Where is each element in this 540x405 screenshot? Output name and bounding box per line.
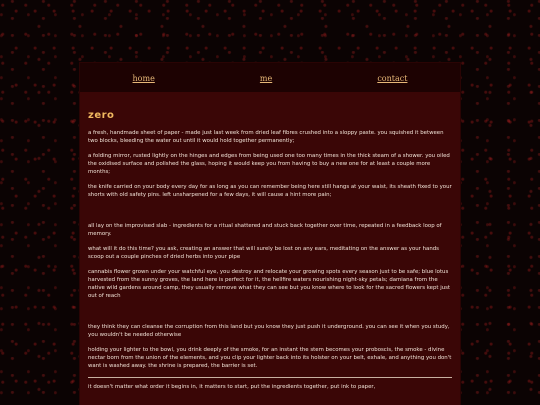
spacer	[88, 206, 452, 222]
spacer	[88, 307, 452, 323]
paragraph: holding your lighter to the bowl, you drink deeply of the smoke, for an instant the stem becomes your proboscis, the smoke - divine nectar born from the union of the elements, and you clip your lighter back into its holster on your belt, exhale, and anything you don't want is washed away. the shrine is prepared, the barrier is set.	[88, 347, 452, 369]
paragraph: a folding mirror, rusted lightly on the hinges and edges from being used one too many times in the thick steam of a shower. you oiled the oxidised surface and polished the glass, hoping it would keep you from having to buy a new one for at least a couple more months;	[88, 153, 450, 175]
paragraph: it doesn't matter what order it begins in, it matters to start, put the ingredients together, put ink to paper,	[88, 384, 376, 390]
paragraph: they think they can cleanse the corruption from this land but you know they just push it underground. you can see it when you study, you wouldn't be needed otherwise	[88, 324, 450, 338]
divider	[88, 377, 452, 378]
page-container	[80, 63, 460, 405]
nav-link-home[interactable]: home	[132, 74, 155, 83]
post-title: zero	[88, 110, 115, 121]
nav-link-contact[interactable]: contact	[377, 74, 408, 83]
post-content	[80, 92, 460, 391]
paragraph: cannabis flower grown under your watchful eye, you destroy and relocate your growing spots every season just to be safe; blue lotus harvested from the sunny groves, the land here is perfect for it, the hellfire waters nourishing night-sky petals; damiana from the native wild gardens around camp, they usually remove what they can see but you know where to look for the sacred flowers kept just out of reach	[88, 269, 451, 299]
paragraph: what will it do this time? you ask, creating an answer that will surely be lost on any ears, meditating on the answer as your hands scoop out a couple pinches of dried herbs into your pipe	[88, 246, 439, 260]
paragraph: all lay on the improvised slab - ingredients for a ritual shattered and stuck back together over time, repeated in a feedback loop of memory.	[88, 223, 442, 237]
paragraph: a fresh, handmade sheet of paper - made just last week from dried leaf fibres crushed into a sloppy paste. you squished it between two blocks, bleeding the water out until it would hold together permanently;	[88, 130, 444, 144]
top-nav	[80, 63, 460, 92]
paragraph: the knife carried on your body every day for as long as you can remember being here still hangs at your waist, its sheath fixed to your shorts with old safety pins. left unsharpened for a few days, it will cause a hint more pain;	[88, 184, 452, 198]
nav-link-me[interactable]: me	[259, 74, 273, 83]
